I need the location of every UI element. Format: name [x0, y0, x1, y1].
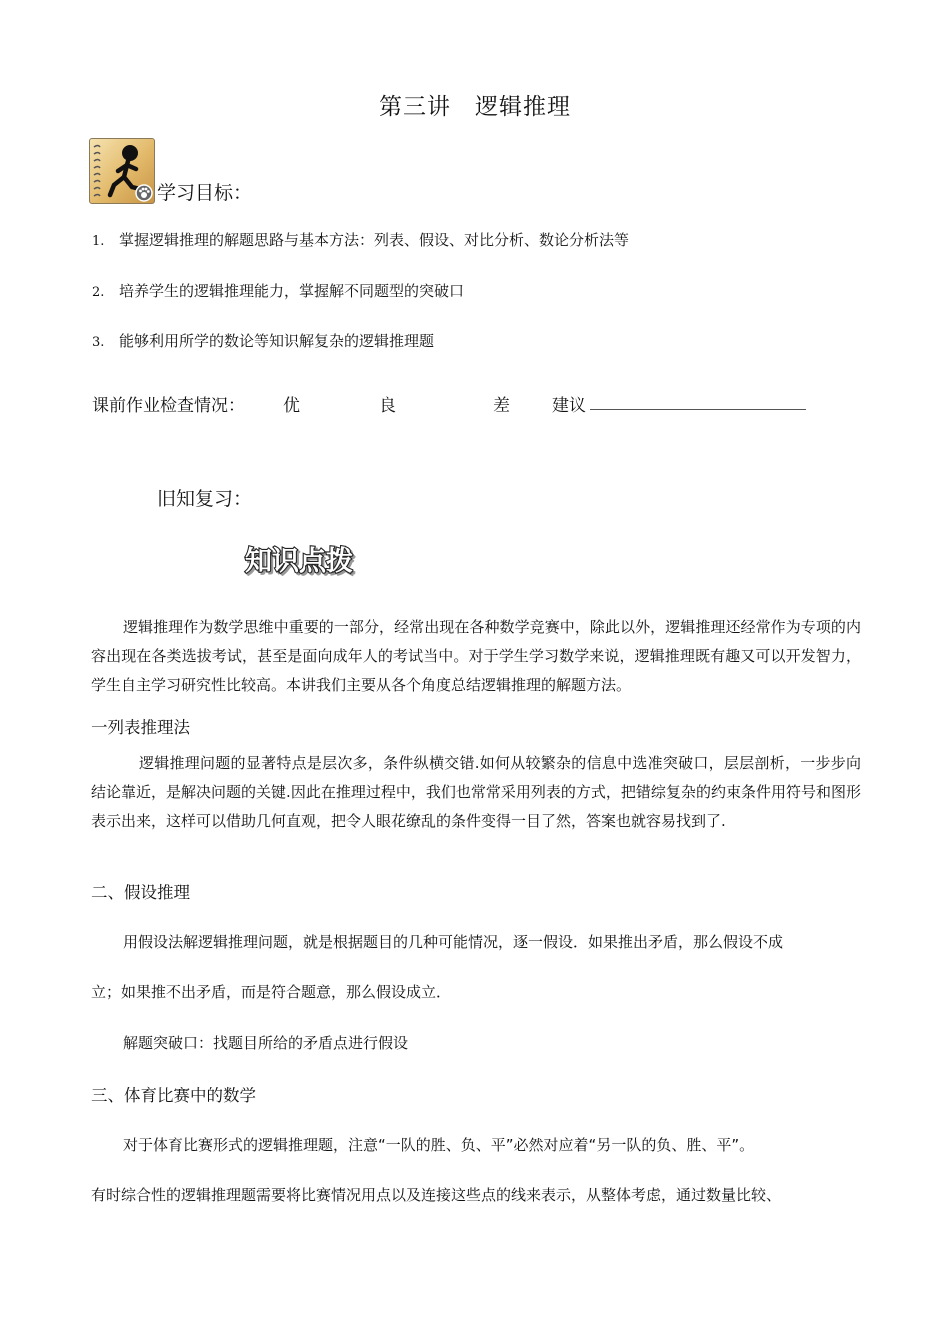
section-heading-sports: 三、体育比赛中的数学: [91, 1086, 256, 1105]
running-figure-icon: [89, 138, 155, 204]
intro-paragraph: [91, 613, 861, 700]
suggestion-label: 建议: [552, 396, 586, 416]
rating-good[interactable]: 良: [379, 396, 396, 416]
goal-number: 1.: [92, 234, 105, 249]
homework-check-label: 课前作业检查情况：: [92, 396, 245, 416]
sports-line-1: 对于体育比赛形式的逻辑推理题，注意“一队的胜、负、平”必然对应着“另一队的负、胜、平”。: [123, 1136, 755, 1154]
rating-poor[interactable]: 差: [493, 396, 510, 416]
sports-line-2: 有时综合性的逻辑推理题需要将比赛情况用点以及连接这些点的线来表示，从整体考虑，通过数量比较、: [91, 1186, 782, 1204]
section-heading-list-method: 一列表推理法: [91, 718, 190, 737]
lecture-number: 第三讲: [379, 94, 451, 120]
list-method-paragraph: [91, 749, 861, 836]
assumption-line-2: 立；如果推不出矛盾，而是符合题意，那么假设成立．: [91, 983, 452, 1001]
knowledge-title-banner: [243, 540, 373, 580]
section-heading-assumption: 二、假设推理: [91, 883, 190, 902]
goal-item: [92, 229, 629, 250]
lecture-topic: 逻辑推理: [475, 94, 571, 120]
assumption-line-1: 用假设法解逻辑推理问题，就是根据题目的几种可能情况，逐一假设．如果推出矛盾，那么假设不成: [123, 933, 784, 951]
list-method-text: 逻辑推理问题的显著特点是层次多，条件纵横交错.如何从较繁杂的信息中选准突破口，层层剖析，一步步向结论靠近，是解决问题的关键.因此在推理过程中，我们也常常采用列表的方式，把错综复杂的约束条件用符号和图形表示出来，这样可以借助几何直观，把令人眼花缭乱的条件变得一目了然，答案也就容易找到了.: [91, 754, 861, 830]
goal-text: 掌握逻辑推理的解题思路与基本方法：列表、假设、对比分析、数论分析法等: [119, 231, 630, 249]
page-title: [0, 88, 950, 121]
goal-number: 2.: [92, 285, 105, 300]
goal-number: 3.: [92, 335, 105, 350]
intro-text: 逻辑推理作为数学思维中重要的一部分，经常出现在各种数学竞赛中，除此以外，逻辑推理还经常作为专项的内容出现在各类选拔考试，甚至是面向成年人的考试当中。对于学生学习数学来说，逻辑推理既有趣又可以开发智力，学生自主学习研究性比较高。本讲我们主要从各个角度总结逻辑推理的解题方法。: [91, 618, 861, 694]
assumption-tip: 解题突破口：找题目所给的矛盾点进行假设: [123, 1034, 409, 1052]
goal-text: 培养学生的逻辑推理能力，掌握解不同题型的突破口: [119, 282, 465, 300]
suggestion-blank-line[interactable]: [590, 409, 806, 410]
knowledge-title: 知识点拨: [245, 546, 353, 577]
rating-excellent[interactable]: 优: [283, 396, 300, 416]
goal-text: 能够利用所学的数论等知识解复杂的逻辑推理题: [119, 332, 435, 350]
goal-item: [92, 280, 464, 301]
goals-heading: 学习目标：: [157, 182, 253, 204]
review-heading: 旧知复习：: [157, 488, 253, 510]
goal-item: [92, 330, 434, 351]
